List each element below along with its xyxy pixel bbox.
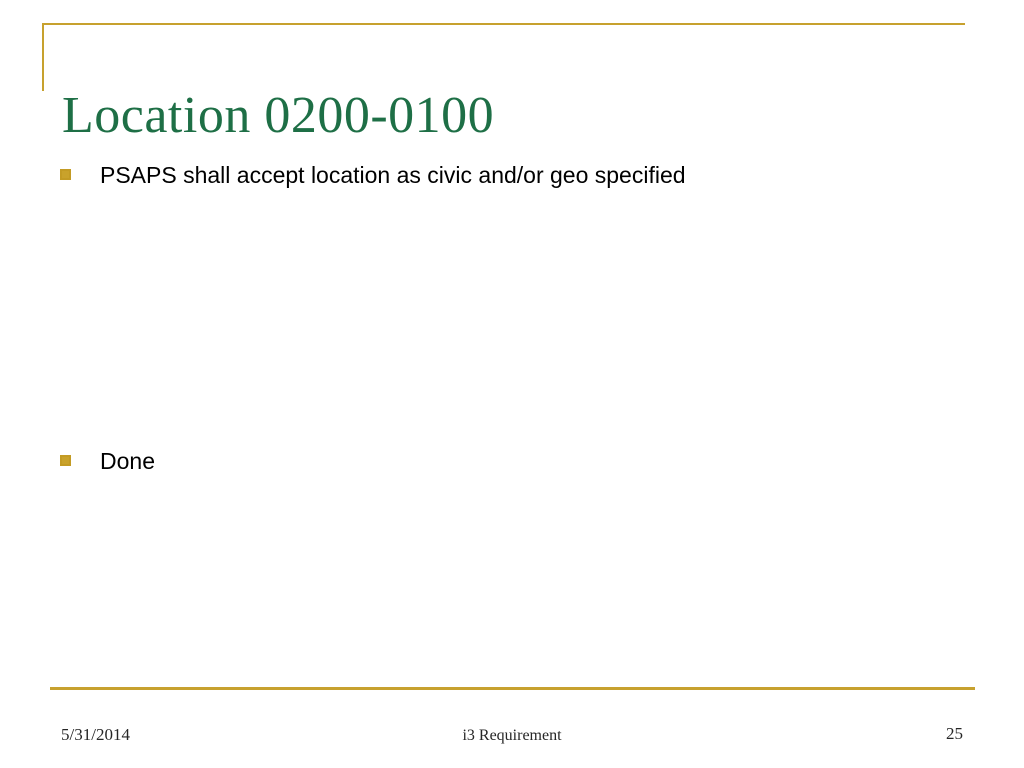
footer-date: 5/31/2014: [61, 725, 130, 744]
bullet-item: [60, 448, 155, 476]
bullet-square-icon: [60, 169, 71, 180]
bullet-text: Done: [100, 448, 155, 474]
bullet-square-icon: [60, 455, 71, 466]
slide-title: Location 0200-0100: [62, 86, 495, 144]
top-gold-rule: [43, 23, 965, 25]
bottom-gold-rule: [50, 687, 975, 690]
bullet-item: [60, 162, 686, 190]
left-gold-rule: [42, 23, 44, 91]
footer-doc-title: i3 Requirement: [462, 727, 562, 744]
bullet-text: PSAPS shall accept location as civic and/or geo specified: [100, 162, 686, 188]
footer-page-number: 25: [946, 724, 963, 743]
